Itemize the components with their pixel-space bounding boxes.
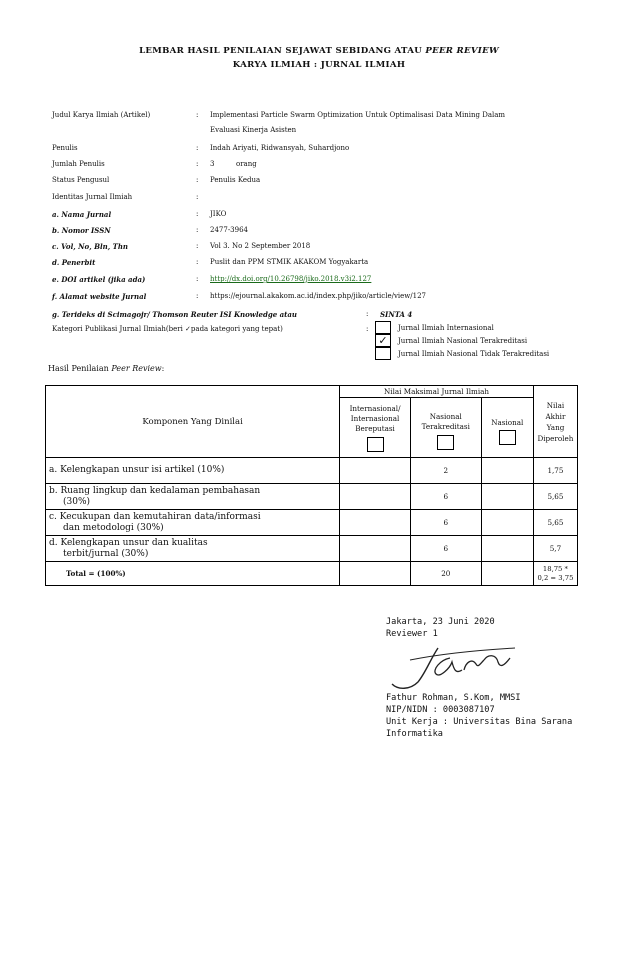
component-line1: a. Kelengkapan unsur isi artikel (10%) (49, 465, 225, 476)
identity-label: Jumlah Penulis (52, 160, 105, 168)
results-heading-prefix: Hasil Penilaian (48, 364, 112, 373)
score-cell: 5,7 (533, 536, 577, 562)
component-line1: c. Kecukupan dan kemutahiran data/informasi (49, 512, 261, 522)
header-final-score: Nilai Akhir Yang Diperoleh (533, 386, 577, 458)
empty-cell (481, 562, 533, 586)
signature-name: Fathur Rohman, S.Kom, MMSI (386, 693, 521, 703)
header-national (481, 398, 533, 458)
category-checkbox-international[interactable] (375, 321, 391, 334)
empty-cell (340, 536, 411, 562)
component-line2: dan metodologi (30%) (63, 522, 164, 533)
results-heading (48, 364, 164, 373)
empty-cell (481, 484, 533, 510)
colon: : (196, 160, 199, 168)
identity-label: Identitas Jurnal Ilmiah (52, 193, 133, 201)
signature-role: Reviewer 1 (386, 629, 438, 639)
header-max-group: Nilai Maksimal Jurnal Ilmiah (340, 386, 534, 398)
total-score-cell (533, 562, 577, 586)
component-line1: b. Ruang lingkup dan kedalaman pembahasan (49, 486, 261, 496)
identity-label: f. Alamat website Jurnal (52, 292, 147, 301)
table-total-row (46, 562, 578, 586)
category-option-label: Jurnal Ilmiah Internasional (398, 324, 494, 332)
colon: : (366, 310, 369, 318)
component-cell (46, 484, 340, 510)
max-cell: 6 (410, 510, 481, 536)
header-national-accredited-label: Nasional Terakreditasi (421, 411, 470, 431)
empty-cell (481, 510, 533, 536)
identity-label: g. Terideks di Scimagojr/ Thomson Reuter ISI Knowledge atau (52, 310, 298, 319)
identity-value: https://ejournal.akakom.ac.id/index.php/jiko/article/view/127 (210, 292, 426, 300)
table-row (46, 484, 578, 510)
score-cell: 5,65 (533, 510, 577, 536)
component-cell (46, 458, 340, 484)
identity-value: Implementasi Particle Swarm Optimization Untuk Optimalisasi Data Mining Dalam (210, 111, 506, 119)
colon: : (196, 258, 199, 266)
header-national-accredited (410, 398, 481, 458)
identity-label: Penulis (52, 144, 78, 152)
checkbox-international[interactable] (367, 437, 384, 452)
total-label: Total = (100%) (46, 562, 340, 586)
max-cell: 2 (410, 458, 481, 484)
category-checkbox-national-accredited[interactable]: ✓ (375, 334, 391, 347)
component-cell (46, 536, 340, 562)
results-heading-italic: Peer Review (111, 364, 162, 373)
category-option-label: Jurnal Ilmiah Nasional Tidak Terakreditasi (398, 350, 550, 358)
document-title-line2: KARYA ILMIAH : JURNAL ILMIAH (232, 60, 406, 70)
component-line2: terbit/jurnal (30%) (63, 548, 149, 559)
empty-cell (340, 458, 411, 484)
colon: : (196, 111, 199, 119)
component-cell (46, 510, 340, 536)
category-option-label: Jurnal Ilmiah Nasional Terakreditasi (398, 337, 528, 345)
colon: : (196, 210, 199, 218)
score-cell: 5,65 (533, 484, 577, 510)
category-label: Kategori Publikasi Jurnal Ilmiah(beri ✓pada kategori yang tepat) (52, 325, 283, 333)
title-prefix: LEMBAR HASIL PENILAIAN SEJAWAT SEBIDANG ATAU (139, 46, 426, 56)
empty-cell (340, 562, 411, 586)
colon: : (196, 275, 199, 283)
signature-unit-line2: Informatika (386, 729, 443, 739)
document-title-line1 (0, 46, 638, 56)
header-national-label: Nasional (491, 417, 524, 427)
component-line1: d. Kelengkapan unsur dan kualitas (49, 538, 208, 548)
handwritten-signature (380, 640, 520, 695)
signature-place-date: Jakarta, 23 Juni 2020 (386, 617, 495, 627)
identity-value: SINTA 4 (380, 310, 413, 319)
identity-label: c. Vol, No, Bln, Thn (52, 242, 128, 251)
total-score-line2: 0,2 = 3,75 (537, 573, 574, 582)
header-component: Komponen Yang Dinilai (46, 386, 340, 458)
colon: : (196, 193, 199, 201)
empty-cell (481, 536, 533, 562)
identity-label: Judul Karya Ilmiah (Artikel) (52, 111, 151, 119)
header-international (340, 398, 411, 458)
identity-label: a. Nama Jurnal (52, 210, 112, 219)
empty-cell (340, 484, 411, 510)
identity-label: d. Penerbit (52, 258, 96, 267)
category-checkbox-national-unaccredited[interactable] (375, 347, 391, 360)
max-cell: 6 (410, 484, 481, 510)
score-cell: 1,75 (533, 458, 577, 484)
title-italic: PEER REVIEW (425, 46, 499, 56)
identity-value: Vol 3. No 2 September 2018 (210, 242, 311, 250)
colon: : (196, 242, 199, 250)
empty-cell (340, 510, 411, 536)
total-max: 20 (410, 562, 481, 586)
table-row (46, 536, 578, 562)
signature-nip: NIP/NIDN : 0003087107 (386, 705, 495, 715)
identity-value-cont: Evaluasi Kinerja Asisten (210, 126, 297, 134)
colon: : (196, 176, 199, 184)
table-row (46, 510, 578, 536)
results-heading-suffix: : (161, 364, 165, 373)
identity-value-suffix: orang (236, 160, 257, 168)
colon: : (366, 325, 369, 333)
colon: : (196, 292, 199, 300)
checkbox-national[interactable] (499, 430, 516, 445)
identity-value: 2477-3964 (210, 226, 248, 234)
identity-value: Penulis Kedua (210, 176, 261, 184)
identity-label: Status Pengusul (52, 176, 110, 184)
total-score-line1: 18,75 * (542, 564, 568, 573)
header-international-label: Internasional/ Internasional Bereputasi (349, 404, 401, 433)
max-cell: 6 (410, 536, 481, 562)
colon: : (196, 226, 199, 234)
colon: : (196, 144, 199, 152)
table-row (46, 458, 578, 484)
doi-link[interactable]: http://dx.doi.org/10.26798/jiko.2018.v3i2.127 (210, 275, 372, 283)
empty-cell (481, 458, 533, 484)
identity-value: 3 (210, 160, 215, 168)
checkbox-national-accredited[interactable] (437, 435, 454, 450)
identity-value: Puslit dan PPM STMIK AKAKOM Yogyakarta (210, 258, 369, 266)
signature-unit-line1: Unit Kerja : Universitas Bina Sarana (386, 717, 573, 727)
identity-label: b. Nomor ISSN (52, 226, 111, 235)
review-table (45, 385, 578, 586)
component-line2: (30%) (63, 496, 91, 507)
identity-value: JIKO (210, 210, 227, 218)
identity-label: e. DOI artikel (jika ada) (52, 275, 146, 284)
identity-value: Indah Ariyati, Ridwansyah, Suhardjono (210, 144, 350, 152)
